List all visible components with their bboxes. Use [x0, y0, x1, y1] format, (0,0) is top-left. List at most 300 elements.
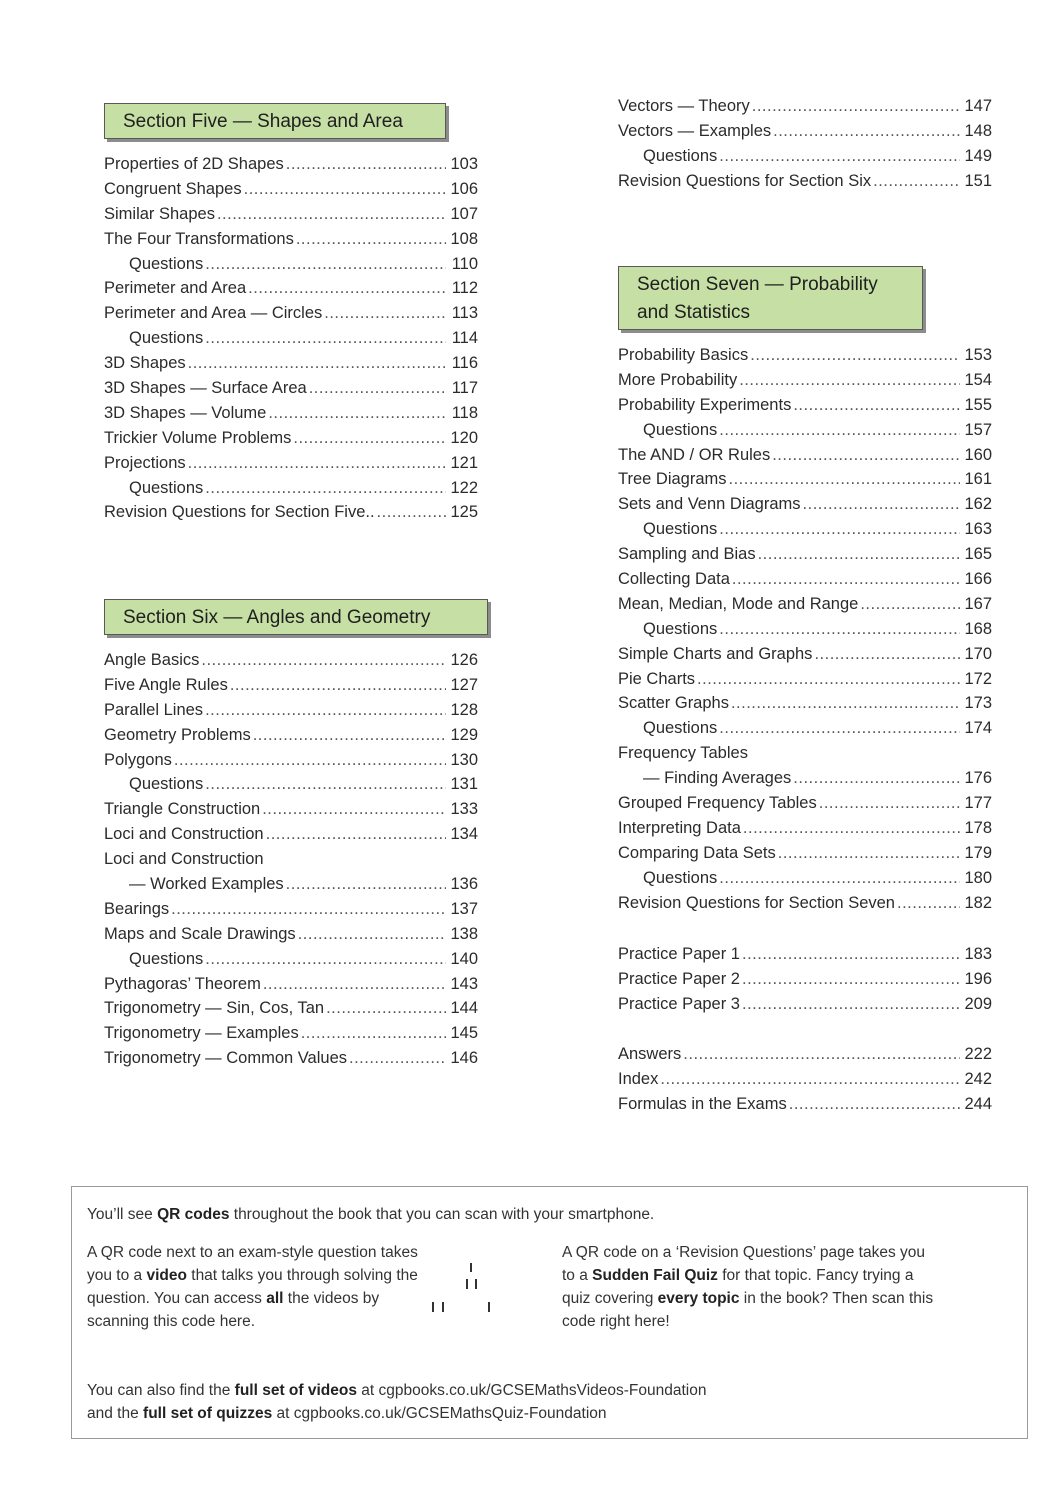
section-five-heading: [104, 103, 446, 139]
footer-text-bold-2: full set of quizzes: [143, 1405, 273, 1422]
toc-entry-page: 155: [964, 395, 992, 414]
toc-entry[interactable]: [618, 421, 992, 446]
toc-entry-title: Mean, Median, Mode and Range: [618, 594, 859, 613]
toc-entry[interactable]: [104, 875, 478, 900]
toc-entry[interactable]: [104, 503, 478, 528]
toc-entry-page: 209: [964, 994, 992, 1013]
toc-entry-page: 182: [964, 893, 992, 912]
toc-entry[interactable]: [104, 230, 478, 255]
toc-entry[interactable]: [618, 520, 992, 545]
toc-entry-page: 162: [964, 495, 992, 514]
toc-entry-title: Maps and Scale Drawings: [104, 924, 296, 943]
toc-dot-leader: [719, 719, 960, 738]
toc-entry-title: Trickier Volume Problems: [104, 428, 292, 447]
toc-dot-leader: [188, 454, 446, 473]
intro-text-post: throughout the book that you can scan with your smartphone.: [229, 1206, 655, 1223]
toc-entry[interactable]: [104, 479, 478, 504]
toc-dot-leader: [697, 670, 960, 689]
toc-entry-page: 168: [964, 619, 992, 638]
toc-entry-title: Perimeter and Area — Circles: [104, 304, 323, 323]
toc-dot-leader: [860, 595, 960, 614]
toc-entry-page: 147: [964, 97, 992, 115]
intro-text-pre: You’ll see: [87, 1206, 158, 1223]
toc-entry-title: Trigonometry — Examples: [104, 1024, 299, 1043]
toc-entry[interactable]: [618, 1070, 992, 1095]
toc-entry-page: 160: [964, 445, 992, 464]
toc-entry-page: 148: [964, 121, 992, 140]
toc-entry-page: 128: [450, 700, 478, 719]
toc-entry-page: 140: [450, 949, 478, 968]
toc-dot-leader: [263, 975, 446, 994]
toc-entry[interactable]: [104, 999, 478, 1024]
toc-entry[interactable]: [618, 570, 992, 595]
toc-entry-page: 183: [964, 945, 992, 963]
toc-entry-page: 136: [450, 875, 478, 894]
toc-dot-leader: [719, 520, 960, 539]
toc-entry[interactable]: [618, 844, 992, 869]
toc-entry[interactable]: [104, 205, 478, 230]
toc-entry-title: Probability Basics: [618, 346, 749, 364]
toc-dot-leader: [205, 950, 446, 969]
toc-entry[interactable]: [104, 676, 478, 701]
toc-dot-leader: [742, 970, 960, 989]
back-matter-toc: [618, 1045, 992, 1120]
toc-entry-title: 3D Shapes — Surface Area: [104, 379, 307, 398]
toc-entry-page: 133: [450, 800, 478, 819]
toc-entry[interactable]: [104, 900, 478, 925]
toc-entry-title: Perimeter and Area: [104, 279, 247, 298]
toc-entry[interactable]: [104, 155, 478, 180]
toc-entry-title: Congruent Shapes: [104, 179, 242, 198]
toc-entry-page: 112: [451, 279, 478, 298]
toc-entry-title: Five Angle Rules: [104, 675, 228, 694]
toc-entry-title: Collecting Data: [618, 570, 730, 589]
toc-entry-page: 107: [450, 204, 478, 223]
toc-entry[interactable]: [104, 775, 478, 800]
section-six-heading: [104, 599, 488, 635]
toc-entry[interactable]: [104, 800, 478, 825]
toc-dot-leader: [217, 205, 446, 224]
toc-entry-page: 120: [450, 428, 478, 447]
toc-entry[interactable]: [618, 769, 992, 794]
toc-entry-page: 116: [451, 354, 478, 373]
toc-entry-page: 154: [964, 370, 992, 389]
toc-dot-leader: [742, 945, 960, 964]
toc-entry-title: Polygons: [104, 750, 172, 769]
toc-entry[interactable]: [104, 404, 478, 429]
toc-entry[interactable]: [618, 545, 992, 570]
toc-entry-title: Geometry Problems: [104, 725, 251, 744]
toc-entry-page: 126: [450, 651, 478, 669]
toc-entry-title: Vectors — Theory: [618, 97, 750, 115]
toc-entry[interactable]: [618, 719, 992, 744]
quiz-text-2: for that topic. Fancy trying a quiz covering: [562, 1267, 914, 1307]
toc-dot-leader: [793, 396, 960, 415]
toc-entry-title: Revision Questions for Section Six: [618, 171, 872, 190]
toc-entry-title: Revision Questions for Section Seven: [618, 893, 895, 912]
toc-entry-title: Grouped Frequency Tables: [618, 794, 817, 813]
qr-mark: [466, 1279, 468, 1289]
toc-entry[interactable]: [104, 701, 478, 726]
toc-dot-leader: [803, 495, 960, 514]
toc-dot-leader: [205, 329, 446, 348]
toc-dot-leader: [719, 147, 960, 166]
section-seven-toc: [618, 346, 992, 918]
toc-entry[interactable]: [104, 726, 478, 751]
toc-entry-page: 145: [450, 1024, 478, 1043]
toc-entry[interactable]: [104, 975, 478, 1000]
toc-entry-page: 153: [964, 346, 992, 364]
toc-entry[interactable]: [104, 950, 478, 975]
section-seven-heading-line2: and Statistics: [637, 302, 750, 323]
video-text-bold-1: video: [146, 1267, 187, 1284]
toc-entry-page: 114: [451, 329, 478, 348]
toc-entry-page: 177: [964, 794, 992, 813]
toc-entry-title: Similar Shapes: [104, 204, 215, 223]
toc-entry-page: 108: [450, 229, 478, 248]
toc-entry[interactable]: [618, 446, 992, 471]
qr-quiz-text: [562, 1241, 942, 1333]
toc-entry-title: Practice Paper 1: [618, 945, 740, 963]
toc-dot-leader: [729, 470, 961, 489]
toc-entry-title: 3D Shapes: [104, 354, 186, 373]
qr-code-icon[interactable]: [428, 1261, 498, 1321]
toc-entry-page: 118: [451, 403, 478, 422]
toc-dot-leader: [286, 875, 446, 894]
toc-dot-leader: [205, 479, 446, 498]
toc-dot-leader: [773, 122, 960, 141]
toc-dot-leader: [739, 371, 960, 390]
toc-entry-page: 161: [964, 470, 992, 489]
toc-entry-title: Questions: [129, 254, 204, 273]
toc-entry-page: 130: [450, 750, 478, 769]
toc-entry-page: 165: [964, 545, 992, 564]
footer-videos-link[interactable]: at cgpbooks.co.uk/GCSEMathsVideos-Foundation: [356, 1382, 707, 1399]
toc-entry-page: 151: [964, 171, 992, 190]
toc-entry-page: 244: [964, 1094, 992, 1113]
toc-entry-page: 127: [450, 675, 478, 694]
toc-entry-title: Questions: [643, 868, 718, 887]
toc-entry-title: Questions: [129, 949, 204, 968]
qr-intro-text: [87, 1203, 654, 1226]
toc-dot-leader: [188, 354, 446, 373]
footer-text-3: and the: [87, 1405, 144, 1422]
toc-entry-page: 167: [964, 594, 992, 613]
toc-dot-leader: [814, 645, 960, 664]
quiz-text-bold-2: every topic: [657, 1290, 740, 1307]
toc-entry[interactable]: [618, 495, 992, 520]
toc-entry[interactable]: [618, 645, 992, 670]
toc-dot-leader: [758, 545, 960, 564]
toc-entry-page: 196: [964, 969, 992, 988]
toc-dot-leader: [262, 800, 446, 819]
toc-dot-leader: [298, 925, 446, 944]
toc-dot-leader: [205, 775, 446, 794]
qr-info-box: [71, 1186, 1028, 1439]
toc-entry-page: 242: [964, 1069, 992, 1088]
toc-dot-leader: [201, 651, 446, 670]
section-seven-heading: [618, 266, 923, 330]
section-five-heading-text: Section Five — Shapes and Area: [123, 111, 403, 132]
toc-entry-title: Comparing Data Sets: [618, 843, 776, 862]
toc-entry-title: Pythagoras’ Theorem: [104, 974, 261, 993]
toc-entry[interactable]: [618, 122, 992, 147]
toc-entry-title: Revision Questions for Section Five..: [104, 503, 375, 522]
toc-entry-title: Frequency Tables: [618, 744, 748, 763]
toc-entry-title: Trigonometry — Sin, Cos, Tan: [104, 999, 325, 1018]
qr-mark: [432, 1302, 434, 1312]
toc-entry-title: Sampling and Bias: [618, 545, 756, 564]
quiz-text-3: in the book? Then scan this code right here!: [562, 1290, 934, 1330]
video-text-2: that talks you through solving the question. You can access: [87, 1267, 418, 1307]
section-six-toc: [104, 651, 478, 1074]
toc-dot-leader: [326, 999, 446, 1018]
toc-entry-page: 157: [964, 420, 992, 439]
toc-entry[interactable]: [618, 1045, 992, 1070]
toc-entry[interactable]: [104, 454, 478, 479]
toc-entry-title: Tree Diagrams: [618, 470, 727, 489]
toc-entry[interactable]: [104, 751, 478, 776]
toc-entry[interactable]: [104, 850, 478, 875]
qr-mark: [442, 1302, 444, 1312]
toc-entry-title: Parallel Lines: [104, 700, 204, 719]
toc-entry-page: 113: [451, 304, 478, 323]
toc-dot-leader: [660, 1070, 960, 1089]
toc-entry[interactable]: [104, 379, 478, 404]
toc-entry-title: Pie Charts: [618, 669, 696, 688]
toc-entry-page: 144: [450, 999, 478, 1018]
toc-dot-leader: [309, 379, 446, 398]
toc-entry-page: 178: [964, 818, 992, 837]
intro-text-bold: QR codes: [157, 1206, 230, 1223]
toc-entry[interactable]: [104, 1049, 478, 1074]
toc-entry[interactable]: [618, 869, 992, 894]
toc-entry[interactable]: [618, 970, 992, 995]
footer-text-bold-1: full set of videos: [234, 1382, 357, 1399]
toc-entry-title: Probability Experiments: [618, 395, 792, 414]
toc-entry[interactable]: [618, 694, 992, 719]
toc-dot-leader: [750, 346, 960, 365]
toc-entry-page: 134: [450, 825, 478, 844]
qr-footer-text: [87, 1379, 887, 1425]
toc-entry-title: Questions: [643, 146, 718, 165]
video-text-bold-2: all: [266, 1290, 284, 1307]
toc-entry-page: 174: [964, 719, 992, 738]
toc-entry-title: Interpreting Data: [618, 818, 741, 837]
toc-entry-title: Questions: [129, 775, 204, 794]
video-text-1: A QR code next to an exam-style question takes you to a: [87, 1244, 418, 1284]
toc-dot-leader: [683, 1045, 960, 1064]
qr-mark: [488, 1302, 490, 1312]
qr-mark: [470, 1263, 472, 1272]
toc-entry[interactable]: [104, 354, 478, 379]
toc-entry[interactable]: [104, 279, 478, 304]
toc-entry[interactable]: [618, 346, 992, 371]
toc-dot-leader: [873, 172, 960, 191]
toc-dot-leader: [205, 701, 446, 720]
toc-entry[interactable]: [618, 371, 992, 396]
toc-entry[interactable]: [618, 670, 992, 695]
toc-entry[interactable]: [618, 794, 992, 819]
footer-quizzes-link[interactable]: at cgpbooks.co.uk/GCSEMathsQuiz-Foundation: [272, 1405, 607, 1422]
toc-entry-page: 122: [450, 478, 478, 497]
toc-dot-leader: [793, 769, 960, 788]
toc-entry[interactable]: [104, 329, 478, 354]
toc-entry-title: Projections: [104, 453, 186, 472]
toc-entry-page: 149: [964, 146, 992, 165]
toc-dot-leader: [789, 1095, 960, 1114]
toc-entry[interactable]: [618, 470, 992, 495]
toc-entry-page: 131: [450, 775, 478, 794]
section-six-heading-text: Section Six — Angles and Geometry: [123, 607, 431, 628]
toc-dot-leader: [732, 570, 960, 589]
toc-entry-page: 137: [450, 899, 478, 918]
toc-entry-page: 222: [964, 1045, 992, 1063]
toc-entry-page: 121: [450, 453, 478, 472]
toc-entry[interactable]: [618, 396, 992, 421]
toc-dot-leader: [244, 180, 446, 199]
toc-dot-leader: [293, 429, 446, 448]
video-text-3: the videos by scanning this code here.: [87, 1290, 380, 1330]
toc-entry-page: 166: [964, 570, 992, 589]
toc-dot-leader: [731, 694, 960, 713]
toc-dot-leader: [174, 751, 446, 770]
toc-entry[interactable]: [104, 925, 478, 950]
toc-entry[interactable]: [618, 744, 992, 769]
toc-entry-title: Bearings: [104, 899, 170, 918]
toc-dot-leader: [253, 726, 446, 745]
toc-dot-leader: [248, 279, 446, 298]
toc-entry-page: 129: [450, 725, 478, 744]
toc-entry-page: 103: [450, 155, 478, 173]
toc-dot-leader: [377, 503, 446, 522]
toc-dot-leader: [268, 404, 446, 423]
qr-mark: [475, 1279, 477, 1289]
quiz-text-1: A QR code on a ‘Revision Questions’ page takes you to a: [562, 1244, 926, 1284]
toc-entry-page: 180: [964, 868, 992, 887]
toc-entry-title: More Probability: [618, 370, 738, 389]
toc-entry-title: Index: [618, 1069, 659, 1088]
toc-entry-title: 3D Shapes — Volume: [104, 403, 267, 422]
toc-entry[interactable]: [618, 995, 992, 1020]
quiz-text-bold-1: Sudden Fail Quiz: [592, 1267, 718, 1284]
toc-entry-page: 143: [450, 974, 478, 993]
toc-entry[interactable]: [618, 172, 992, 197]
toc-entry-page: 138: [450, 924, 478, 943]
toc-dot-leader: [286, 155, 446, 174]
toc-entry-page: 117: [451, 379, 478, 398]
toc-entry-title: Simple Charts and Graphs: [618, 644, 813, 663]
toc-entry[interactable]: [618, 894, 992, 919]
toc-entry[interactable]: [104, 180, 478, 205]
toc-entry[interactable]: [104, 1024, 478, 1049]
toc-entry-page: 179: [964, 843, 992, 862]
toc-entry[interactable]: [618, 620, 992, 645]
toc-entry-page: 176: [964, 769, 992, 788]
toc-dot-leader: [743, 819, 960, 838]
toc-entry[interactable]: [618, 147, 992, 172]
practice-papers-toc: [618, 945, 992, 1020]
toc-entry-title: Questions: [129, 329, 204, 348]
toc-entry-title: Questions: [129, 478, 204, 497]
toc-entry-title: Loci and Construction: [104, 850, 264, 869]
qr-video-text: [87, 1241, 427, 1333]
toc-entry-page: 110: [451, 254, 478, 273]
toc-entry-title: Scatter Graphs: [618, 694, 729, 713]
toc-entry-title: Trigonometry — Common Values: [104, 1049, 347, 1068]
toc-entry[interactable]: [618, 97, 992, 122]
toc-entry-page: 173: [964, 694, 992, 713]
toc-entry-page: 146: [450, 1049, 478, 1068]
toc-dot-leader: [719, 421, 960, 440]
toc-dot-leader: [230, 676, 446, 695]
toc-entry-page: 172: [964, 669, 992, 688]
toc-entry[interactable]: [104, 825, 478, 850]
toc-entry-page: 163: [964, 520, 992, 539]
toc-dot-leader: [742, 995, 960, 1014]
toc-entry-title: Properties of 2D Shapes: [104, 155, 284, 173]
toc-entry[interactable]: [104, 255, 478, 280]
toc-dot-leader: [301, 1024, 446, 1043]
section-five-toc: [104, 155, 478, 528]
toc-dot-leader: [171, 900, 446, 919]
footer-text-1: You can also find the: [87, 1382, 235, 1399]
toc-entry-title: The AND / OR Rules: [618, 445, 771, 464]
toc-entry-title: Sets and Venn Diagrams: [618, 495, 801, 514]
toc-entry[interactable]: [618, 819, 992, 844]
toc-entry[interactable]: [618, 1095, 992, 1120]
toc-entry-title: Triangle Construction: [104, 800, 261, 819]
toc-entry-title: Formulas in the Exams: [618, 1094, 787, 1113]
toc-entry[interactable]: [618, 945, 992, 970]
toc-entry-title: Questions: [643, 619, 718, 638]
toc-entry-title: Questions: [643, 719, 718, 738]
toc-dot-leader: [778, 844, 960, 863]
toc-dot-leader: [819, 794, 960, 813]
toc-entry-title: Answers: [618, 1045, 682, 1063]
toc-dot-leader: [266, 825, 446, 844]
toc-dot-leader: [296, 230, 446, 249]
toc-entry[interactable]: [104, 429, 478, 454]
toc-dot-leader: [897, 894, 960, 913]
toc-entry[interactable]: [104, 651, 478, 676]
toc-entry[interactable]: [104, 304, 478, 329]
toc-entry-page: 106: [450, 179, 478, 198]
toc-dot-leader: [719, 620, 960, 639]
toc-entry-title: Practice Paper 2: [618, 969, 740, 988]
toc-dot-leader: [772, 446, 960, 465]
toc-dot-leader: [205, 255, 446, 274]
section-six-cont-toc: [618, 97, 992, 197]
toc-entry-title: The Four Transformations: [104, 229, 294, 248]
toc-entry-title: Angle Basics: [104, 651, 200, 669]
toc-entry-title: Practice Paper 3: [618, 994, 740, 1013]
section-seven-heading-line1: Section Seven — Probability: [637, 274, 878, 295]
toc-entry[interactable]: [618, 595, 992, 620]
toc-dot-leader: [719, 869, 960, 888]
toc-entry-title: — Finding Averages: [643, 769, 792, 788]
toc-dot-leader: [349, 1049, 446, 1068]
toc-entry-title: Loci and Construction: [104, 825, 264, 844]
toc-dot-leader: [752, 97, 960, 116]
toc-entry-page: 170: [964, 644, 992, 663]
toc-entry-title: Questions: [643, 520, 718, 539]
toc-entry-title: — Worked Examples: [129, 875, 284, 894]
toc-dot-leader: [324, 304, 446, 323]
toc-entry-page: 125: [450, 503, 478, 522]
toc-entry-title: Questions: [643, 420, 718, 439]
toc-entry-title: Vectors — Examples: [618, 121, 772, 140]
